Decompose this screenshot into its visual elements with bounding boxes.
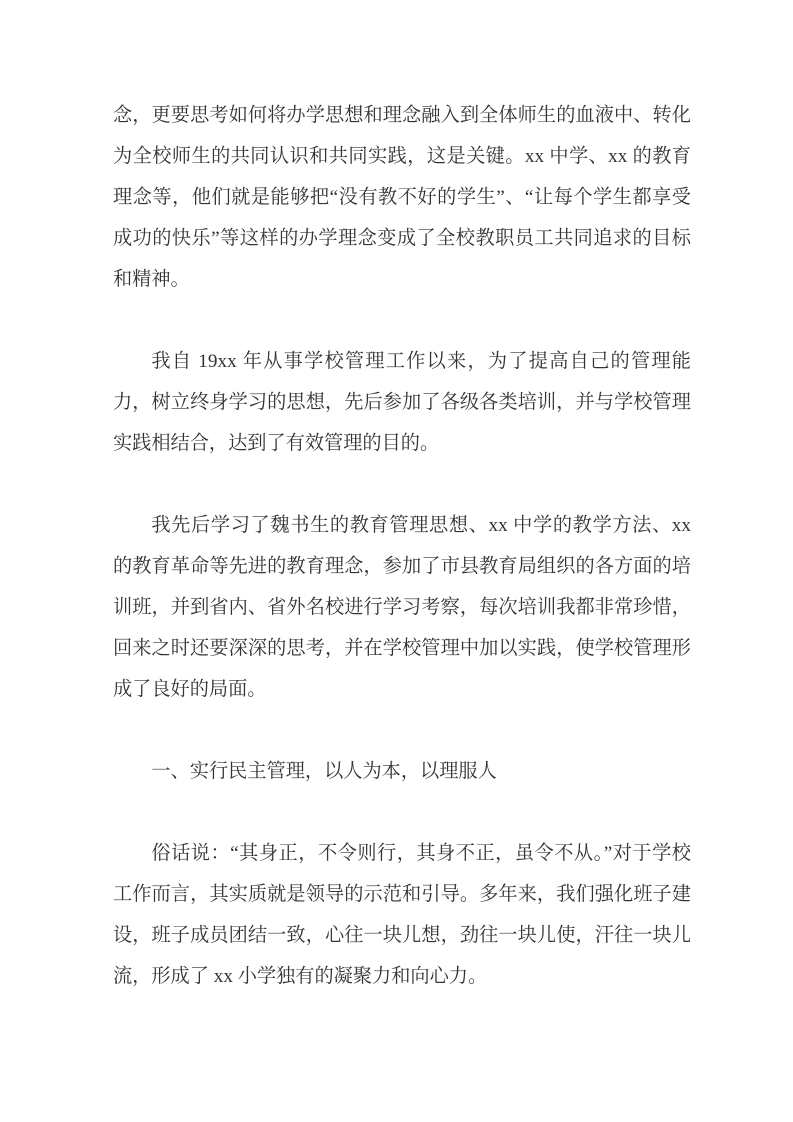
paragraph-continuation: 念，更要思考如何将办学思想和理念融入到全体师生的血液中、转化为全校师生的共同认识和共同实践，这是关键。xx 中学、xx 的教育理念等，他们就是能够把“没有教不好的学生”、“让每个学生都享受成功的快乐”等这样的办学理念变成了全校教职员工共同追求的目标和精神。: [113, 105, 691, 290]
paragraph-body: 我自 19xx 年从事学校管理工作以来，为了提高自己的管理能力，树立终身学习的思想，先后参加了各级各类培训，并与学校管理实践相结合，达到了有效管理的目的。: [113, 351, 691, 454]
section-heading: 一、实行民主管理，以人为本，以理服人: [151, 761, 497, 782]
paragraph-body: 俗话说：“其身正，不令则行，其身不正，虽令不从。”对于学校工作而言，其实质就是领导的示范和引导。多年来，我们强化班子建设，班子成员团结一致，心往一块儿想，劲往一块儿使，汗往一块儿流，形成了 xx 小学独有的凝聚力和向心力。: [113, 843, 691, 987]
document-content: [113, 95, 691, 1038]
paragraph-body: 我先后学习了魏书生的教育管理思想、xx 中学的教学方法、xx 的教育革命等先进的教育理念，参加了市县教育局组织的各方面的培训班，并到省内、省外名校进行学习考察，每次培训我都非常珍惜，回来之时还要深深的思考，并在学校管理中加以实践，使学校管理形成了良好的局面。: [113, 515, 691, 700]
